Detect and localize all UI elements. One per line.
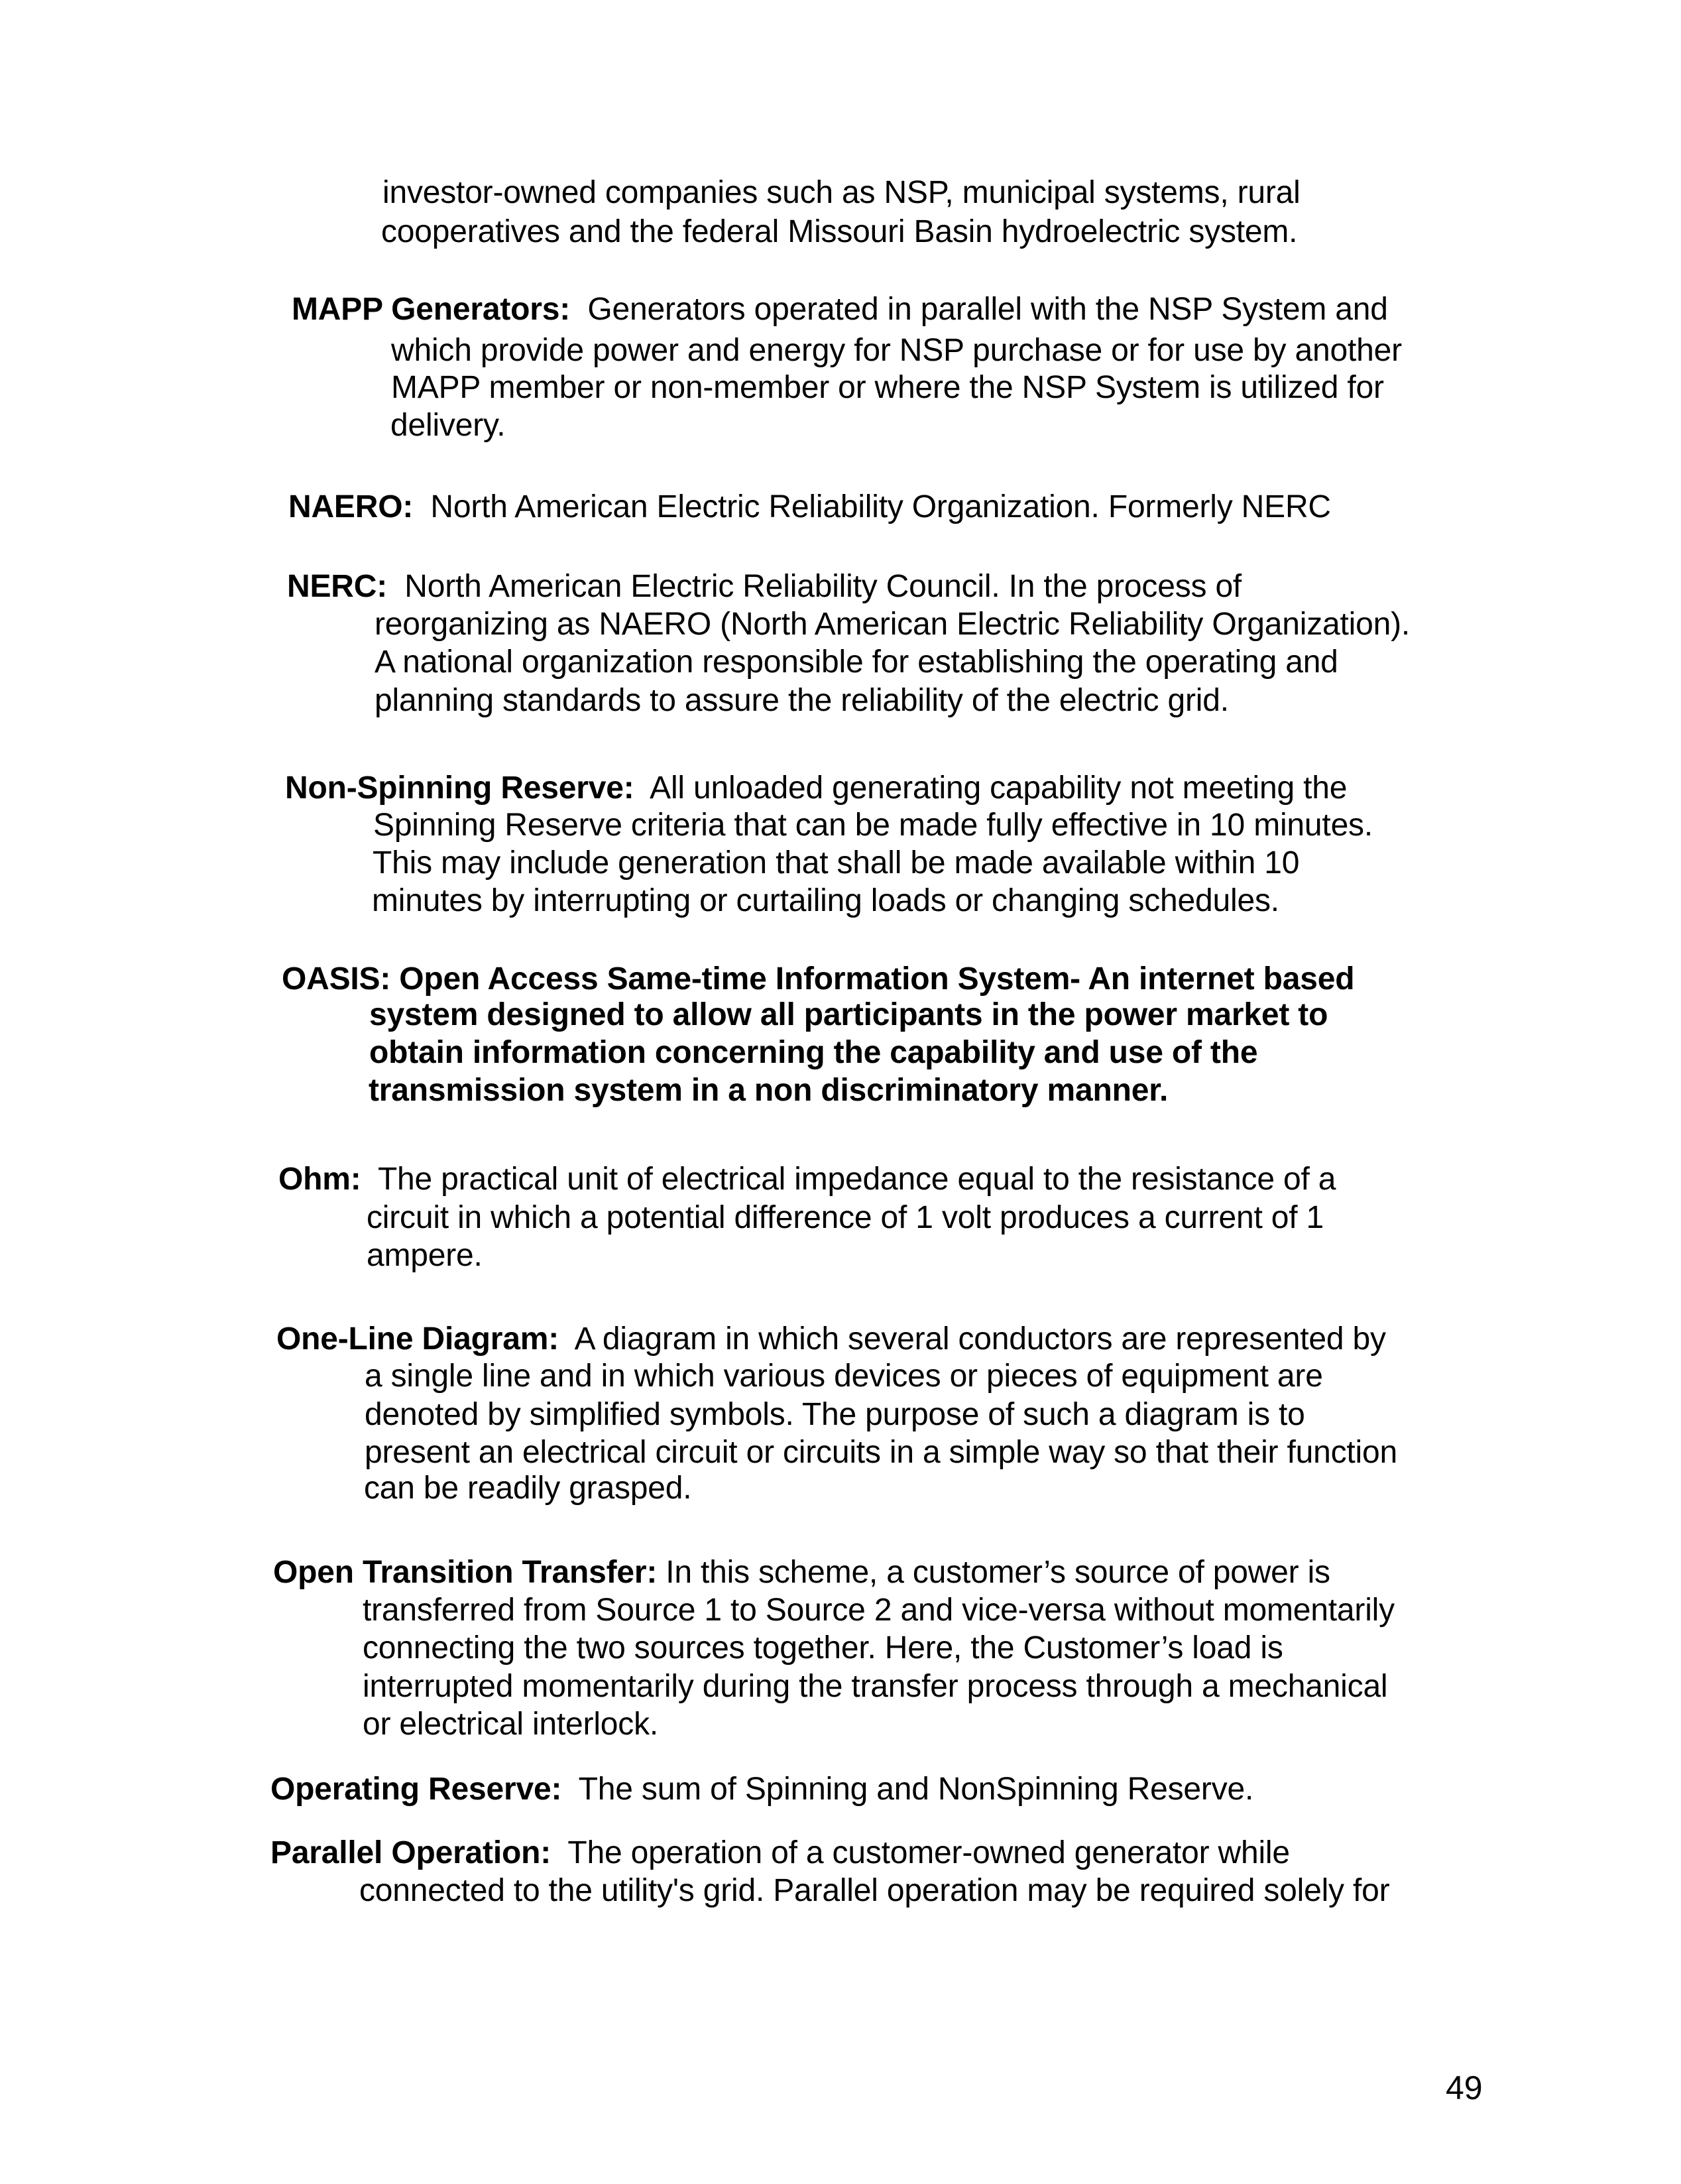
glossary-entry-parallel-operation [270, 1837, 1290, 1869]
definition-line: circuit in which a potential difference of 1 volt produces a current of 1 [367, 1200, 1324, 1235]
glossary-entry-one-line-diagram [276, 1323, 1386, 1355]
glossary-definition: North American Electric Reliability Organization. Formerly NERC [430, 489, 1331, 524]
definition-line: system designed to allow all participants in the power market to [369, 997, 1328, 1032]
definition-line: minutes by interrupting or curtailing loads or changing schedules. [372, 883, 1279, 918]
glossary-term: Non-Spinning Reserve: [285, 770, 634, 806]
glossary-definition: A diagram in which several conductors are represented by [574, 1321, 1386, 1357]
glossary-term: Open Transition Transfer: [273, 1555, 658, 1590]
glossary-term: One-Line Diagram: [276, 1321, 559, 1357]
glossary-definition: North American Electric Reliability Council. In the process of [404, 569, 1242, 604]
page-number: 49 [1446, 2069, 1483, 2106]
glossary-definition: Open Access Same-time Information System- An internet based [399, 961, 1355, 997]
definition-line: reorganizing as NAERO (North American Electric Reliability Organization). [375, 607, 1410, 642]
definition-line: a single line and in which various devices or pieces of equipment are [365, 1359, 1323, 1394]
glossary-entry-operating-reserve [270, 1774, 1253, 1805]
glossary-definition: All unloaded generating capability not meeting the [650, 770, 1348, 806]
glossary-term: OASIS: [282, 961, 391, 997]
glossary-term: MAPP Generators: [292, 292, 571, 327]
definition-line: obtain information concerning the capability and use of the [369, 1035, 1258, 1070]
glossary-entry-oasis [282, 963, 1354, 995]
glossary-entry-ohm [278, 1164, 1336, 1195]
glossary-term: NAERO: [288, 489, 414, 524]
definition-line: Spinning Reserve criteria that can be made fully effective in 10 minutes. [373, 808, 1373, 843]
continuation-line: cooperatives and the federal Missouri Basin hydroelectric system. [381, 214, 1298, 249]
glossary-entry-open-transition-transfer [273, 1557, 1330, 1589]
glossary-definition: The practical unit of electrical impedance equal to the resistance of a [377, 1162, 1336, 1197]
glossary-term: NERC: [287, 569, 387, 604]
definition-line: or electrical interlock. [363, 1707, 659, 1742]
definition-line: MAPP member or non-member or where the NSP System is utilized for [391, 370, 1384, 405]
glossary-definition: The sum of Spinning and NonSpinning Reserve. [578, 1772, 1254, 1807]
glossary-term: Operating Reserve: [270, 1772, 562, 1807]
glossary-definition: The operation of a customer-owned generator while [567, 1835, 1290, 1870]
definition-line: denoted by simplified symbols. The purpose of such a diagram is to [365, 1397, 1305, 1432]
definition-line: present an electrical circuit or circuits in a simple way so that their function [365, 1435, 1397, 1470]
glossary-definition: In this scheme, a customer’s source of power is [666, 1555, 1330, 1590]
definition-line: A national organization responsible for establishing the operating and [375, 644, 1338, 680]
definition-line: can be readily grasped. [364, 1471, 692, 1506]
definition-line: transferred from Source 1 to Source 2 and vice-versa without momentarily [363, 1593, 1395, 1628]
definition-line: delivery. [390, 408, 506, 443]
continuation-line: investor-owned companies such as NSP, municipal systems, rural [382, 175, 1301, 210]
definition-line: transmission system in a non discriminatory manner. [369, 1073, 1169, 1108]
glossary-entry-mapp-generators [292, 294, 1388, 326]
glossary-definition: Generators operated in parallel with the NSP System and [587, 292, 1388, 327]
definition-line: planning standards to assure the reliability of the electric grid. [375, 683, 1229, 718]
definition-line: interrupted momentarily during the transfer process through a mechanical [363, 1669, 1388, 1704]
definition-line: This may include generation that shall be made available within 10 [373, 845, 1300, 880]
glossary-term: Parallel Operation: [270, 1835, 551, 1870]
definition-line: ampere. [367, 1238, 483, 1273]
definition-line: connecting the two sources together. Here, the Customer’s load is [363, 1630, 1283, 1666]
glossary-entry-naero [288, 491, 1331, 523]
glossary-entry-non-spinning-reserve [285, 772, 1347, 804]
definition-line: connected to the utility's grid. Parallel operation may be required solely for [359, 1873, 1390, 1908]
definition-line: which provide power and energy for NSP purchase or for use by another [391, 333, 1402, 368]
glossary-entry-nerc [287, 571, 1242, 603]
glossary-term: Ohm: [278, 1162, 361, 1197]
